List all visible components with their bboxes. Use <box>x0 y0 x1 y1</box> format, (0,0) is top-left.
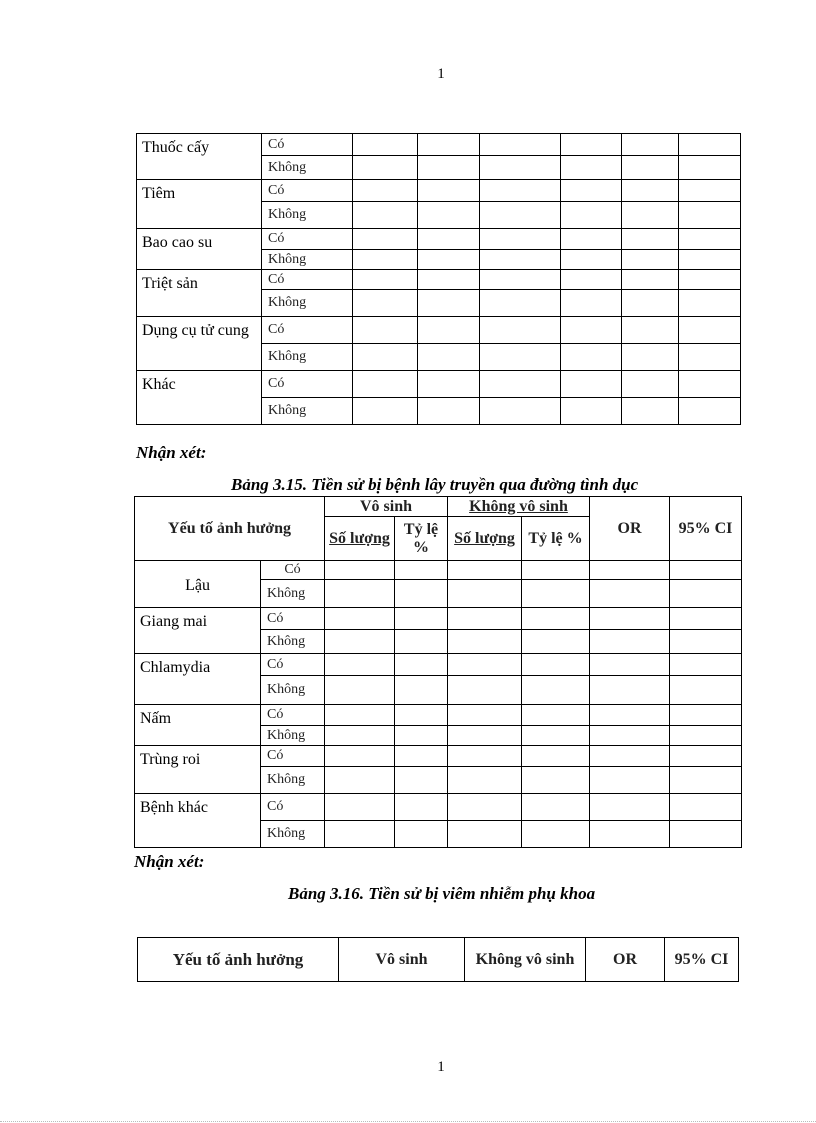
option-yes: Có <box>262 371 353 398</box>
table-row <box>137 180 741 202</box>
option-yes: Có <box>261 654 325 676</box>
page-number-top: 1 <box>437 66 445 82</box>
table-gyn-infection <box>137 937 739 982</box>
table-header-row <box>138 938 739 982</box>
header-factor: Yếu tố ảnh hưởng <box>135 497 325 561</box>
option-no: Không <box>261 726 325 746</box>
table-row <box>137 270 741 290</box>
header-ci: 95% CI <box>670 497 742 561</box>
option-no: Không <box>261 630 325 654</box>
group-label: Dụng cụ tử cung <box>137 317 262 371</box>
group-label: Nấm <box>135 705 261 746</box>
group-label: Giang mai <box>135 608 261 654</box>
table-row <box>137 371 741 398</box>
page-number-bottom: 1 <box>437 1059 445 1075</box>
header-so-luong: Số lượng <box>325 517 395 561</box>
header-factor: Yếu tố ảnh hưởng <box>138 938 339 982</box>
option-yes: Có <box>261 746 325 767</box>
option-no: Không <box>262 290 353 317</box>
header-ty-le: Tỷ lệ % <box>395 517 448 561</box>
option-yes: Có <box>262 229 353 250</box>
group-label: Thuốc cấy <box>137 134 262 180</box>
option-yes: Có <box>262 270 353 290</box>
header-ci: 95% CI <box>665 938 739 982</box>
table-row <box>137 229 741 250</box>
header-vo-sinh: Vô sinh <box>339 938 465 982</box>
option-yes: Có <box>261 794 325 821</box>
note-heading: Nhận xét: <box>136 443 207 462</box>
header-khong-vo-sinh: Không vô sinh <box>465 938 586 982</box>
group-label: Tiêm <box>137 180 262 229</box>
table-row <box>137 317 741 344</box>
group-label: Khác <box>137 371 262 425</box>
option-no: Không <box>262 202 353 229</box>
option-no: Không <box>261 821 325 848</box>
option-no: Không <box>262 398 353 425</box>
group-label: Trùng roi <box>135 746 261 794</box>
table-caption: Bảng 3.15. Tiền sử bị bệnh lây truyền qua đường tình dục <box>231 475 639 494</box>
table-caption: Bảng 3.16. Tiền sử bị viêm nhiễm phụ khoa <box>288 884 596 903</box>
option-no: Không <box>261 580 325 608</box>
group-label: Lậu <box>135 561 261 608</box>
header-khong-vo-sinh: Không vô sinh <box>448 497 590 517</box>
table-row <box>135 705 742 726</box>
table-row <box>135 794 742 821</box>
option-no: Không <box>262 344 353 371</box>
option-yes: Có <box>261 608 325 630</box>
header-or: OR <box>590 497 670 561</box>
note-heading: Nhận xét: <box>134 852 205 871</box>
option-yes: Có <box>261 705 325 726</box>
option-yes: Có <box>261 561 325 580</box>
table-std-history <box>134 496 742 848</box>
page-divider <box>0 1121 816 1122</box>
header-so-luong: Số lượng <box>448 517 522 561</box>
group-label: Bao cao su <box>137 229 262 270</box>
option-no: Không <box>261 767 325 794</box>
table-row <box>137 134 741 156</box>
header-ty-le: Tỷ lệ % <box>522 517 590 561</box>
option-no: Không <box>262 156 353 180</box>
option-no: Không <box>262 250 353 270</box>
table-row <box>135 746 742 767</box>
option-yes: Có <box>262 317 353 344</box>
table-row <box>135 561 742 580</box>
group-label: Triệt sản <box>137 270 262 317</box>
table-contraception <box>136 133 741 425</box>
header-vo-sinh: Vô sinh <box>325 497 448 517</box>
table-row <box>135 608 742 630</box>
option-yes: Có <box>262 180 353 202</box>
header-or: OR <box>586 938 665 982</box>
option-no: Không <box>261 676 325 705</box>
group-label: Bệnh khác <box>135 794 261 848</box>
group-label: Chlamydia <box>135 654 261 705</box>
table-row <box>135 654 742 676</box>
option-yes: Có <box>262 134 353 156</box>
table-header-row <box>135 497 742 517</box>
